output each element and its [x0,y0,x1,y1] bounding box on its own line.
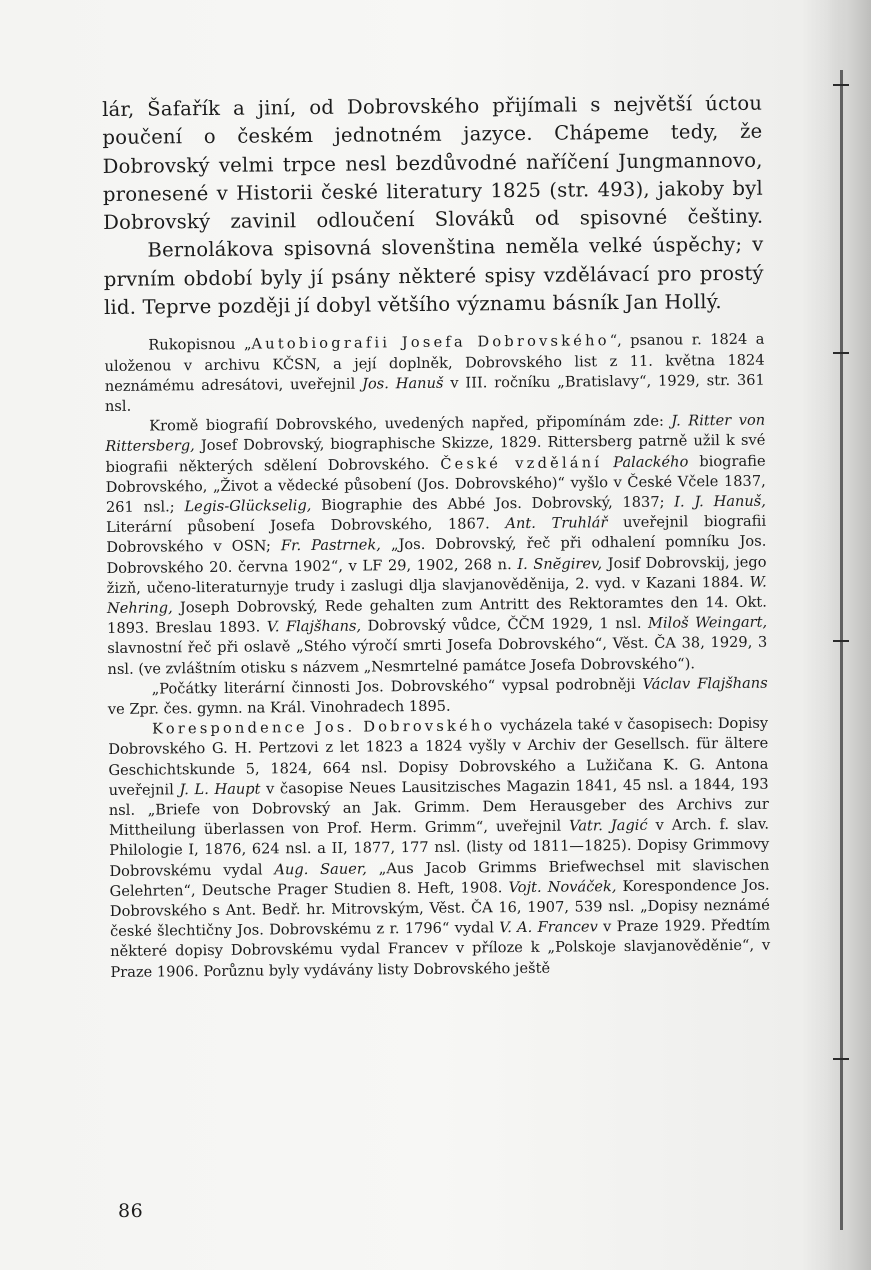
note-text: v III. ročníku „Bratislavy“, 1929, str. 361 nsl. [104,371,765,415]
note-text: ve Zpr. čes. gymn. na Král. Vinohradech 1895. [107,697,451,719]
note-author: Vojt. Nováček, [508,877,617,896]
binding-tick [833,84,849,86]
note-text: Josif Dobrovskij, jego žizň, učeno-literaturnyje trudy i zaslugi dlja slavjanověděnija, 2. vyd. v Kazani 1884. [106,553,767,597]
note-text: „Jos. Dobrovský, řeč při odhalení pomníku Jos. Dobrovského 20. června 1902“, v LF 29, 1902, 268 n. [106,533,767,577]
page-number: 86 [118,1200,144,1222]
main-paragraph-1: lár, Šafařík a jiní, od Dobrovského přijímali s největší úctou poučení o českém jednotném jazyce. Chápeme tedy, že Dobrovský velmi trpce nesl bezdůvodné naříčení Jungmannovo, pronesené v Historii české literatury 1825 (str. 493), jakoby byl Dobrovský zavinil odloučení Slováků od spisovné češtiny. [102,91,764,235]
page-gutter-shadow [827,0,871,1270]
note-text: Josef Dobrovský, biographische Skizze, 1829. Rittersberg patrně užil k své biografii některých sdělení Dobrovského. [105,432,766,476]
note-pocatky [108,673,768,720]
note-author: Miloš Weingart, [647,613,768,633]
note-author: V. Flajšhans, [266,617,362,636]
note-biografie [105,411,767,680]
note-text: slavnostní řeč při oslavě „Stého výročí smrti Josefa Dobrovského“, Věst. ČA 38, 1929, 3 nsl. (ve zvláštním otisku s názvem „Nesmrtelné památce Josefa Dobrovského“). [107,634,768,678]
binding-tick [833,640,849,642]
note-author: Václav Flajšhans [642,674,768,693]
note-text: Literární působení Josefa Dobrovského, 1867. [106,515,506,537]
note-author: V. A. Francev [499,918,598,937]
note-text: vycházela také v časopisech: Dopisy Dobrovského G. H. Pertzovi z let 1823 a 1824 vyšly v Archiv der Gesellsch. für ältere Geschichtskunde 5, 1824, 664 nsl. Dopisy Dobrovského a Lužičana K. G. Antona uveřejnil [108,714,769,799]
note-autobiografie [104,330,765,417]
main-body-text [102,90,764,323]
note-text: Joseph Dobrovský, Rede gehalten zum Antritt des Rektoramtes den 14. Okt. 1893. Breslau 1893. [107,593,767,638]
note-spaced-text: Korespondence Jos. Dobrovského [151,717,496,738]
note-author: Fr. Pastrnek, [280,536,381,555]
note-text: uveřejnil biografii Dobrovského v OSN; [106,512,767,557]
note-text: Rukopisnou „ [148,335,252,354]
binding-edge [840,70,843,1230]
note-korespondence [108,714,770,983]
note-author: Vatr. Jagić [569,817,648,835]
note-text: biografie Dobrovského, „Život a vědecké působení (Jos. Dobrovského)“ vyšlo v České Včele 1837, 261 nsl.; [105,452,766,516]
note-spaced-text: České vzdělání [440,453,603,473]
note-text: Dobrovský vůdce, ČČM 1929, 1 nsl. [360,615,649,635]
binding-tick [833,1058,849,1060]
note-author: I. Snĕgirev, [517,554,603,573]
note-text: “, psanou r. 1824 a uloženou v archivu KČSN, a její doplněk, Dobrovského list z 11. května 1824 neznámému adresátovi, uveřejnil [104,331,765,395]
note-text: Biographie des Abbé Jos. Dobrovský, 1837; [311,493,675,515]
note-text: v Arch. f. slav. Philologie I, 1876, 624 nsl. a II, 1877, 177 nsl. (listy od 1811—1825). Dopisy Grimmovy Dobrovskému vydal [109,815,770,880]
note-author: I. J. Hanuš, [674,492,766,511]
main-paragraph-2: Bernolákova spisovná slovenština neměla velké úspěchy; v prvním období byly jí psány některé spisy vzdělávací pro prostý lid. Teprve později jí dobyl většího významu básník Jan Hollý. [103,233,764,320]
note-author: Ant. Truhlář [505,514,608,533]
note-author: Legis-Glückselig, [184,497,312,516]
note-author: Palackého [613,452,689,471]
note-author: Jos. Hanuš [362,374,444,393]
note-spaced-text: Autobiografii Josefa Dobrovského [251,332,610,353]
bibliographic-notes [104,330,770,983]
note-author: J. Ritter von Rittersberg, [105,411,766,456]
note-author: Aug. Sauer, [274,860,367,879]
note-text: v časopise Neues Lausitzisches Magazin 1841, 45 nsl. a 1844, 193 nsl. „Briefe von Dobrovský an Jak. Grimm. Dem Herausgeber des Archivs zur Mittheilung überlassen von Prof. Herm. Grimm“, uveřejnil [108,775,769,840]
note-text: Korespondence Jos. Dobrovského s Ant. Bedř. hr. Mitrovským, Věst. ČA 16, 1907, 539 nsl. „Dopisy neznámé české šlechtičny Jos. Dobrovskému z r. 1796“ vydal [109,876,770,941]
note-text: v Praze 1929. Předtím některé dopisy Dobrovskému vydal Francev v příloze k „Polskoje slavjanověděnie“, v Praze 1906. Porůznu byly vydávány listy Dobrovského ještě [110,916,771,981]
note-text: „Aus Jacob Grimms Briefwechsel mit slavischen Gelehrten“, Deutsche Prager Studien 8. Heft, 1908. [109,856,770,900]
note-text [602,454,613,471]
binding-tick [833,352,849,354]
note-author: J. L. Haupt [179,780,261,799]
note-text: „Počátky literární činnosti Jos. Dobrovského“ vypsal podrobněji [151,675,643,698]
note-author: W. Nehring, [106,573,767,617]
note-text: Kromě biografií Dobrovského, uvedených napřed, připomínám zde: [149,412,672,435]
page-text-block [102,90,770,983]
